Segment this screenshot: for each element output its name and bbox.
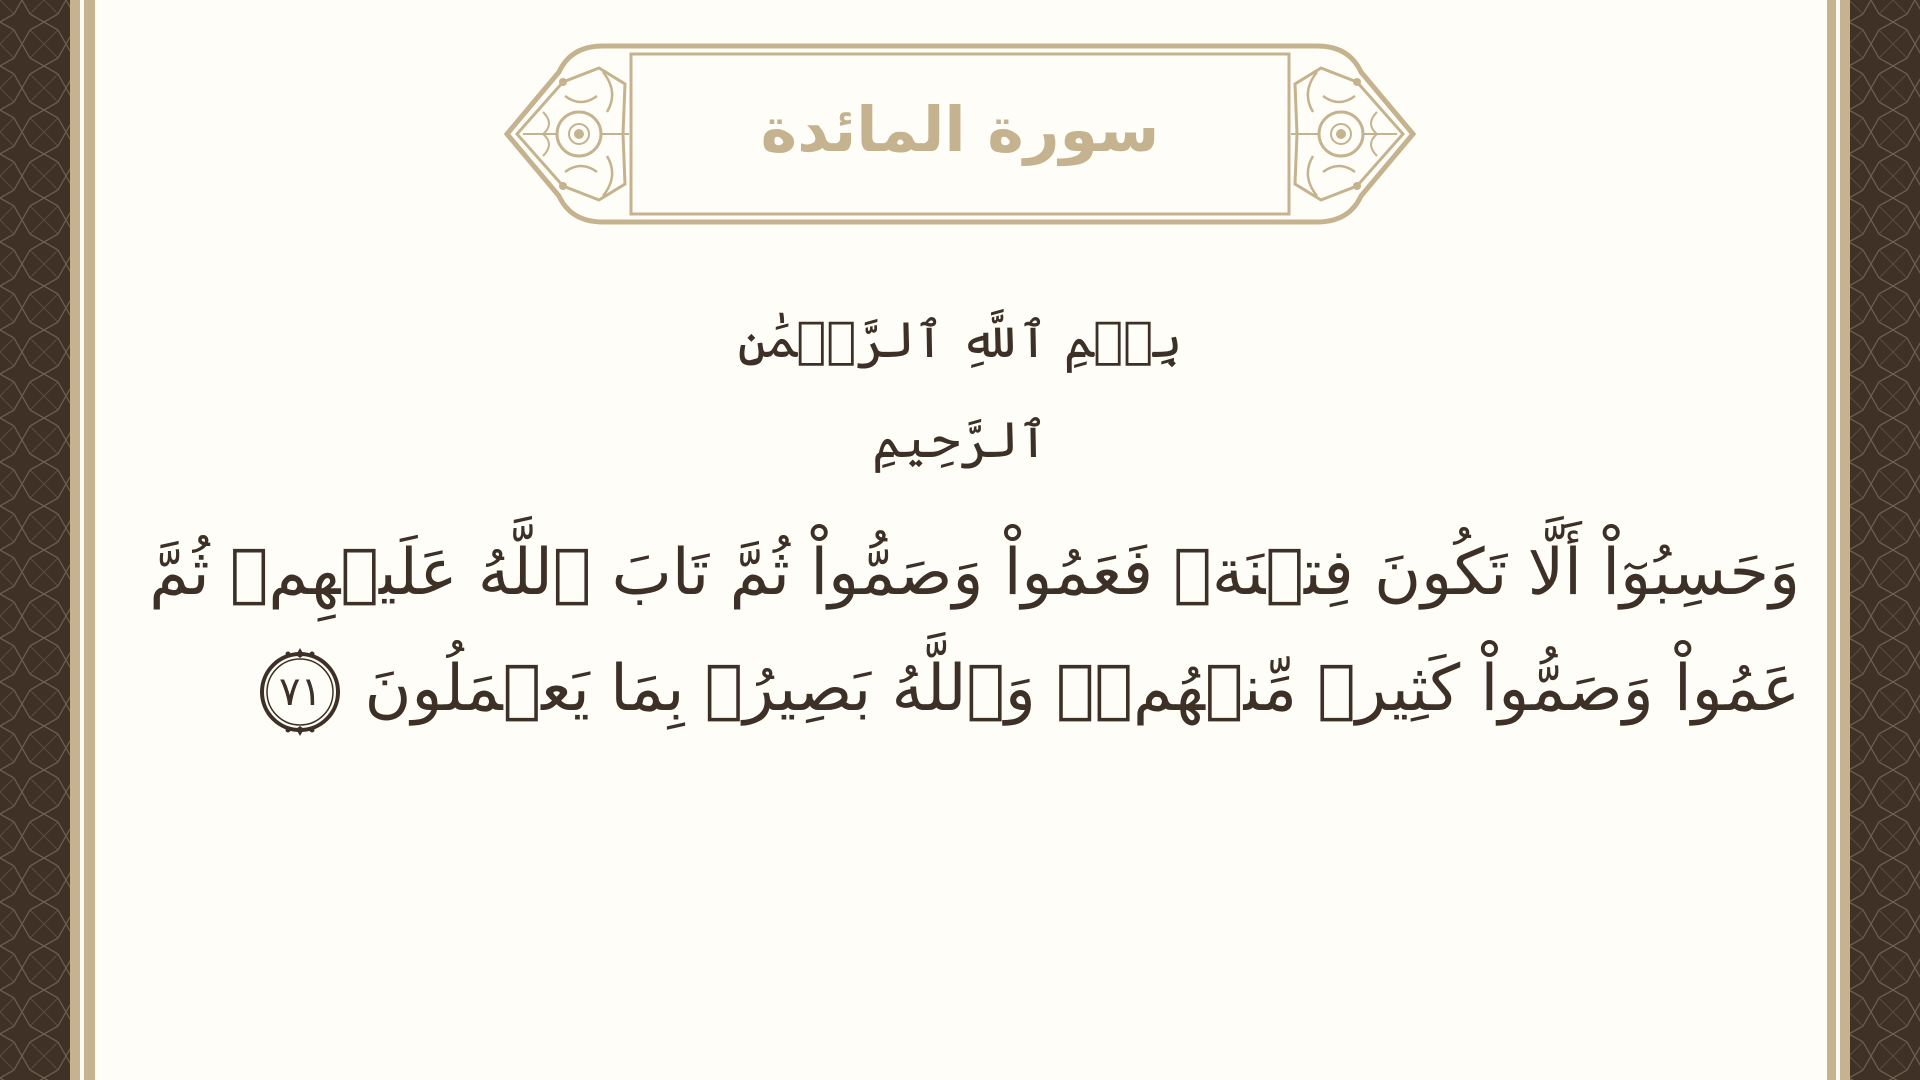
ayah-marker xyxy=(254,646,346,738)
verse-line-2 xyxy=(278,631,1800,747)
verse-line-2-text: عَمُواْ وَصَمُّواْ كَثِيرٞ مِّنۡهُمۡۚ وَٱللَّهُ بَصِيرُۢ بِمَا يَعۡمَلُونَ xyxy=(364,652,1800,726)
right-frame-gap xyxy=(1836,0,1840,1080)
basmala: بِسۡمِ ٱللَّهِ ٱلرَّحۡمَٰنِ ٱلرَّحِيمِ xyxy=(737,311,1183,469)
verse-text xyxy=(149,515,1800,747)
right-border-pattern xyxy=(1849,0,1920,1080)
left-frame-gap xyxy=(80,0,84,1080)
surah-title: سورة المائدة xyxy=(760,93,1160,166)
verse-line-1: وَحَسِبُوٓاْ أَلَّا تَكُونَ فِتۡنَةٞ فَعَمُواْ وَصَمُّواْ ثُمَّ تَابَ ٱللَّهُ عَلَيۡهِمۡ ثُمَّ xyxy=(149,536,1800,610)
left-border-pattern xyxy=(0,0,70,1080)
ayah-number: ٧١ xyxy=(278,669,322,716)
